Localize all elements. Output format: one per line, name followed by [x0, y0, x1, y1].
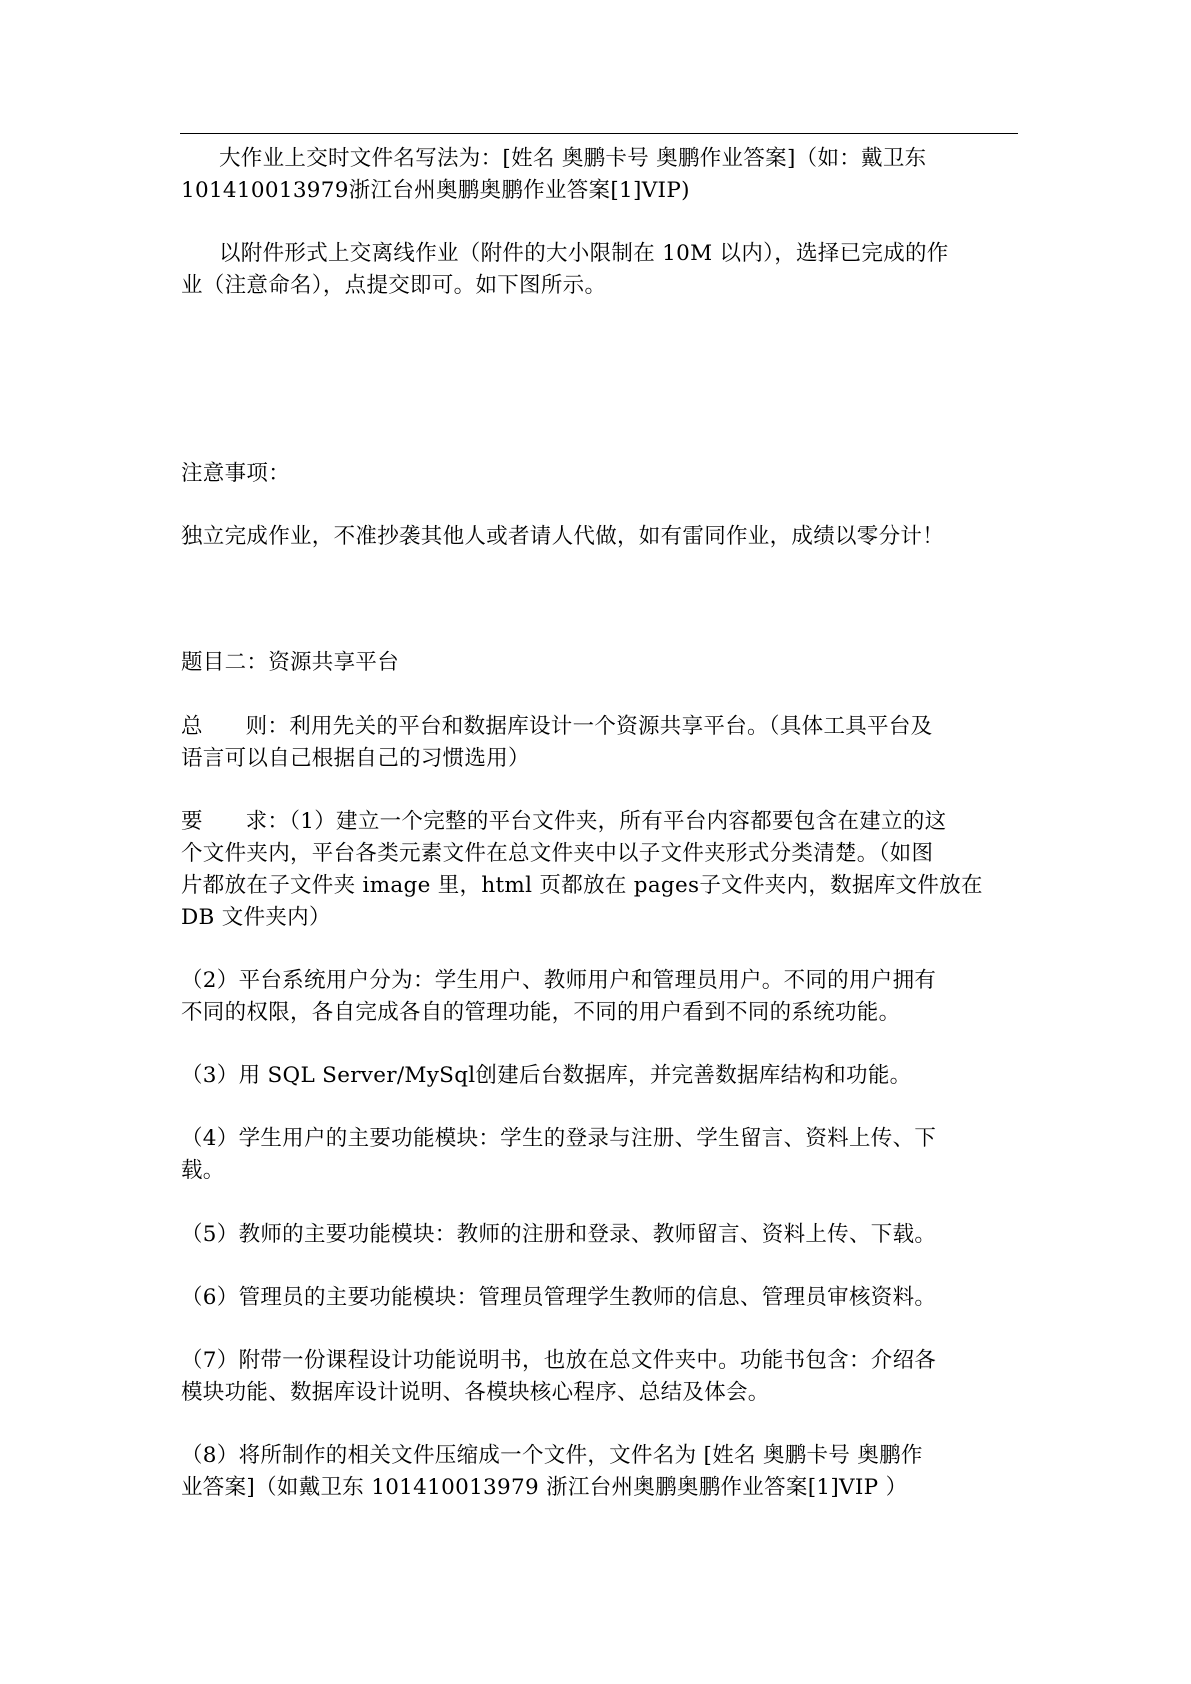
- text-line: 要 求：（1）建立一个完整的平台文件夹，所有平台内容都要包含在建立的这: [181, 809, 947, 834]
- text-line: 片都放在子文件夹 image 里，html 页都放在 pages子文件夹内，数据库文件放在: [181, 873, 983, 898]
- text-line: （3）用 SQL Server/MySql创建后台数据库，并完善数据库结构和功能。: [181, 1063, 912, 1088]
- text-line: （8）将所制作的相关文件压缩成一个文件，文件名为 [姓名 奥鹏卡号 奥鹏作: [181, 1443, 923, 1468]
- header-rule: [180, 133, 1018, 134]
- text-line: 载。: [181, 1158, 225, 1183]
- paragraph-requirement-3: [181, 1060, 1021, 1092]
- paragraph-requirement-7: [181, 1345, 1021, 1409]
- paragraph-requirement-2: [181, 965, 1021, 1029]
- text-line: （5）教师的主要功能模块：教师的注册和登录、教师留言、资料上传、下载。: [181, 1222, 937, 1247]
- paragraph-requirement-6: [181, 1282, 1021, 1314]
- text-line: 注意事项：: [181, 461, 291, 486]
- text-line: （6）管理员的主要功能模块：管理员管理学生教师的信息、管理员审核资料。: [181, 1285, 937, 1310]
- text-line: 业答案]（如戴卫东 101410013979 浙江台州奥鹏奥鹏作业答案[1]VIP ）: [181, 1475, 908, 1500]
- notice-body: [181, 521, 1021, 553]
- paragraph-requirement-4: [181, 1123, 1021, 1187]
- topic-title: [181, 647, 1021, 679]
- paragraph-requirement-5: [181, 1219, 1021, 1251]
- text-line: 不同的权限，各自完成各自的管理功能，不同的用户看到不同的系统功能。: [181, 1000, 901, 1025]
- text-line: 101410013979浙江台州奥鹏奥鹏作业答案[1]VIP): [181, 178, 690, 203]
- text-line: DB 文件夹内）: [181, 905, 331, 930]
- text-line: （7）附带一份课程设计功能说明书，也放在总文件夹中。功能书包含：介绍各: [181, 1348, 937, 1373]
- text-line: 语言可以自己根据自己的习惯选用）: [181, 746, 530, 771]
- paragraph-general-rule: [181, 711, 1021, 775]
- text-line: 模块功能、数据库设计说明、各模块核心程序、总结及体会。: [181, 1380, 770, 1405]
- paragraph-requirement-1: [181, 806, 1021, 934]
- text-line: （4）学生用户的主要功能模块：学生的登录与注册、学生留言、资料上传、下: [181, 1126, 937, 1151]
- text-line: （2）平台系统用户分为：学生用户、教师用户和管理员用户。不同的用户拥有: [181, 968, 937, 993]
- notice-heading: [181, 458, 1021, 490]
- paragraph-attachment-rule: [181, 238, 1021, 302]
- paragraph-requirement-8: [181, 1440, 1021, 1504]
- text-line: 个文件夹内，平台各类元素文件在总文件夹中以子文件夹形式分类清楚。（如图: [181, 841, 934, 866]
- text-line: 独立完成作业，不准抄袭其他人或者请人代做，如有雷同作业，成绩以零分计！: [181, 524, 945, 549]
- text-line: 题目二：资源共享平台: [181, 650, 400, 675]
- text-line: 大作业上交时文件名写法为：[姓名 奥鹏卡号 奥鹏作业答案]（如：戴卫东: [219, 146, 927, 171]
- text-line: 总 则：利用先关的平台和数据库设计一个资源共享平台。（具体工具平台及: [181, 714, 933, 739]
- paragraph-filename-rule: [181, 143, 1021, 207]
- text-line: 业（注意命名），点提交即可。如下图所示。: [181, 273, 607, 298]
- text-line: 以附件形式上交离线作业（附件的大小限制在 10M 以内），选择已完成的作: [219, 241, 949, 266]
